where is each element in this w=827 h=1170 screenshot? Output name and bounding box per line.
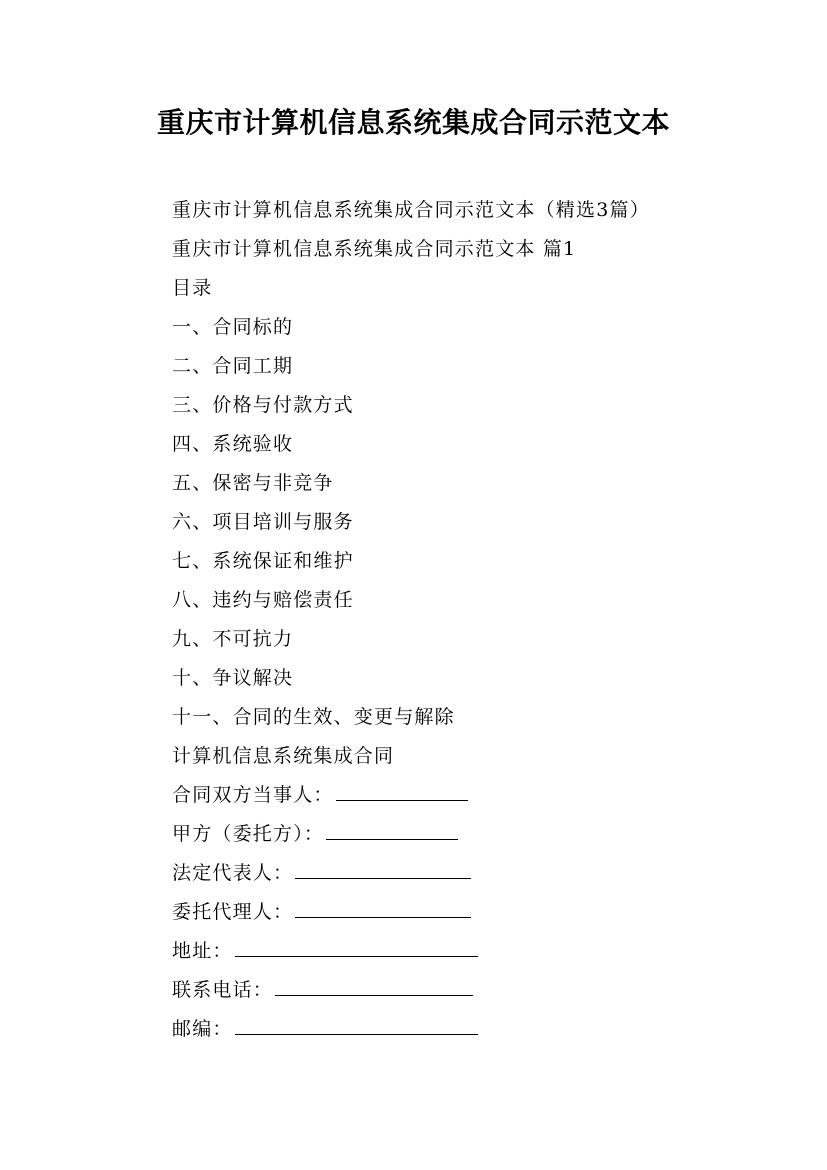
- blank-line: [326, 821, 458, 840]
- toc-item: 五、保密与非竞争: [172, 472, 334, 494]
- toc-item: 九、不可抗力: [172, 628, 294, 650]
- part-heading: 重庆市计算机信息系统集成合同示范文本 篇1: [172, 238, 577, 260]
- blank-line: [235, 938, 478, 957]
- document-body: [172, 195, 772, 1053]
- toc-item: 六、项目培训与服务: [172, 511, 354, 533]
- blank-line: [295, 899, 471, 918]
- document-title: 重庆市计算机信息系统集成合同示范文本: [156, 106, 670, 139]
- field-label: 地址：: [172, 940, 233, 962]
- toc-item: 八、违约与赔偿责任: [172, 589, 354, 611]
- field-agent: [172, 897, 772, 936]
- blank-line: [275, 977, 473, 996]
- toc-item: 十一、合同的生效、变更与解除: [172, 706, 455, 728]
- field-label: 联系电话：: [172, 979, 274, 1001]
- field-label: 法定代表人：: [172, 862, 294, 884]
- document-subtitle: 重庆市计算机信息系统集成合同示范文本（精选3篇）: [172, 199, 650, 221]
- blank-line: [235, 1016, 478, 1035]
- field-label: 委托代理人：: [172, 901, 294, 923]
- toc-item: 三、价格与付款方式: [172, 394, 354, 416]
- toc-item: 四、系统验收: [172, 433, 294, 455]
- field-legal-rep: [172, 858, 772, 897]
- blank-line: [336, 782, 468, 801]
- contract-title: 计算机信息系统集成合同: [172, 745, 395, 767]
- toc-item: 七、系统保证和维护: [172, 550, 354, 572]
- field-phone: [172, 975, 772, 1014]
- field-postcode: [172, 1014, 772, 1053]
- toc-heading: 目录: [172, 277, 213, 299]
- field-label: 甲方（委托方）：: [172, 823, 325, 845]
- field-party-a: [172, 819, 772, 858]
- field-parties: [172, 780, 772, 819]
- toc-item: 二、合同工期: [172, 355, 294, 377]
- toc-item: 十、争议解决: [172, 667, 294, 689]
- field-label: 邮编：: [172, 1018, 233, 1040]
- blank-line: [295, 860, 471, 879]
- toc-item: 一、合同标的: [172, 316, 294, 338]
- field-label: 合同双方当事人：: [172, 784, 334, 806]
- field-address: [172, 936, 772, 975]
